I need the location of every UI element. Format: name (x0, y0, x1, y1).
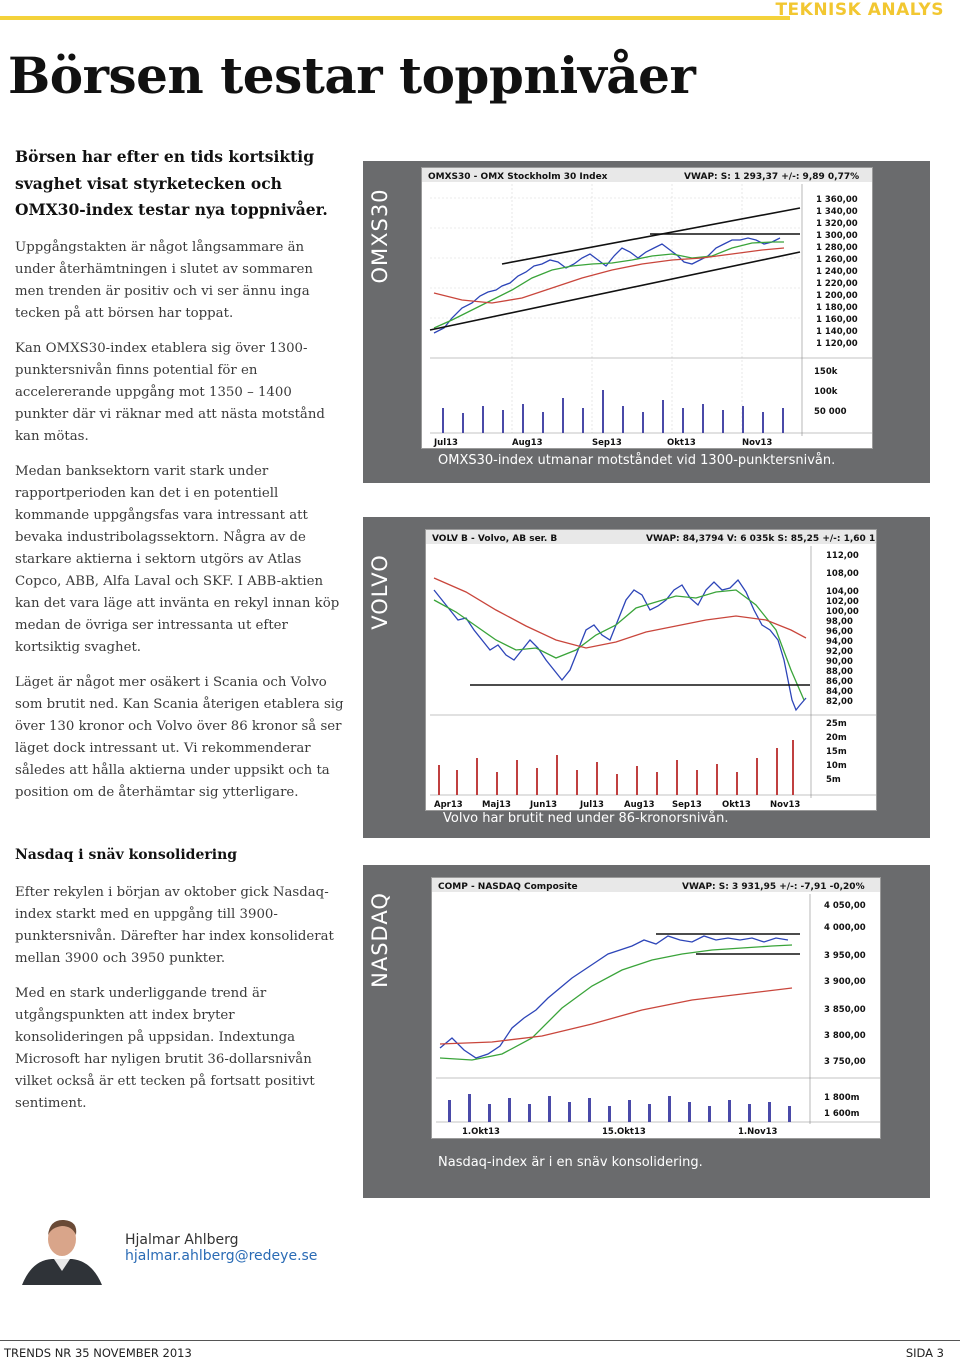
nasdaq-x-tick: 15.Okt13 (602, 1127, 646, 1137)
nasdaq-volume-bars (448, 1094, 791, 1122)
omxs30-chart-svg (422, 168, 872, 448)
article-paragraph-6: Med en stark underliggande trend är utgångspunkten att index bryter konsolideringen på uppsidan. Indextunga Microsoft har nyligen brutit 36-dollarsnivån vilket också är ett tecken på fortsatt positivt sentiment. (15, 985, 315, 1111)
omxs30-y-tick: 1 160,00 (816, 315, 858, 325)
volvo-y-tick: 100,00 (826, 607, 859, 617)
omxs30-chart-title: OMXS30 - OMX Stockholm 30 Index (428, 172, 608, 182)
article-paragraph-2: Kan OMXS30-index etablera sig över 1300-punktersnivån finns potential för en accelererande uppgång mot 1350 – 1400 punkter där vi räknar med att nästa motstånd kan mötas. (15, 340, 325, 444)
omxs30-chart-vwap: VWAP: S: 1 293,37 +/-: 9,89 0,77% (684, 172, 860, 182)
nasdaq-y-tick: 3 850,00 (824, 1005, 866, 1015)
footer-divider (0, 1340, 960, 1341)
article-paragraph-1: Uppgångstakten är något långsammare än under återhämtningen i slutet av sommaren men trenden är positiv och vi ser ännu inga tecken på att börsen har toppat. (15, 239, 313, 321)
omxs30-volume-bars (442, 390, 784, 433)
author-avatar (22, 1215, 102, 1285)
omxs30-chart-panel (363, 161, 930, 483)
nasdaq-y-tick: 4 050,00 (824, 901, 866, 911)
nasdaq-y-tick: 3 750,00 (824, 1057, 866, 1067)
volvo-y-tick: 92,00 (826, 647, 853, 657)
volvo-vol-tick: 25m (826, 719, 847, 729)
article-lead: Börsen har efter en tids kortsiktig svaghet visat styrketecken och OMX30-index testar nya toppnivåer. (15, 147, 328, 219)
volvo-y-tick: 108,00 (826, 569, 859, 579)
footer-publication: TRENDS NR 35 NOVEMBER 2013 (4, 1346, 192, 1360)
volvo-chart-vwap: VWAP: 84,3794 V: 6 035k S: 85,25 +/-: 1,60 1,91% (646, 534, 876, 544)
volvo-x-tick: Apr13 (434, 800, 463, 810)
article-paragraph-4: Läget är något mer osäkert i Scania och Volvo som brutit ned. Kan Scania återigen etablera sig över 130 kronor och Volvo över 86 kronor så ser läget dock intressant ut. Vi rekommenderar således att hålla aktierna under uppsikt och ta position om de återhämtar sig ytterligare. (15, 674, 344, 800)
omxs30-y-tick: 1 260,00 (816, 255, 858, 265)
omxs30-vol-tick: 100k (814, 387, 838, 397)
nasdaq-vol-tick: 1 800m (824, 1093, 860, 1103)
volvo-y-tick: 90,00 (826, 657, 853, 667)
omxs30-y-tick: 1 200,00 (816, 291, 858, 301)
volvo-chart-svg (426, 530, 876, 810)
volvo-chart-title: VOLV B - Volvo, AB ser. B (432, 534, 558, 544)
nasdaq-chart-panel (363, 865, 930, 1198)
nasdaq-chart-title: COMP - NASDAQ Composite (438, 882, 578, 892)
nasdaq-caption: Nasdaq-index är i en snäv konsolidering. (438, 1155, 703, 1170)
nasdaq-y-tick: 3 800,00 (824, 1031, 866, 1041)
page-title: Börsen testar toppnivåer (8, 46, 696, 105)
volvo-volume-bars (438, 740, 794, 795)
nasdaq-vol-tick: 1 600m (824, 1109, 860, 1119)
author-name: Hjalmar Ahlberg (125, 1232, 239, 1248)
author-block (125, 1232, 317, 1264)
volvo-price-line (434, 580, 806, 710)
volvo-x-tick: Aug13 (624, 800, 655, 810)
volvo-chart-panel (363, 517, 930, 838)
omxs30-chart (421, 167, 873, 449)
volvo-x-tick: Jun13 (530, 800, 558, 810)
omxs30-y-tick: 1 320,00 (816, 219, 858, 229)
volvo-caption: Volvo har brutit ned under 86-kronorsnivån. (443, 811, 729, 826)
omxs30-y-tick: 1 360,00 (816, 195, 858, 205)
omxs30-x-tick: Jul13 (434, 438, 458, 448)
volvo-x-tick: Jul13 (580, 800, 604, 810)
volvo-moving-average-long (434, 578, 806, 648)
section-label: TEKNISK ANALYS (775, 0, 944, 20)
nasdaq-chart-vwap: VWAP: S: 3 931,95 +/-: -7,91 -0,20% (682, 882, 865, 892)
article-paragraph-5: Efter rekylen i början av oktober gick Nasdaq-index starkt med en uppgång till 3900-punktersnivån. Därefter har index konsoliderat mellan 3900 och 3950 punkter. (15, 884, 334, 966)
omxs30-vol-tick: 150k (814, 367, 838, 377)
omxs30-y-tick: 1 140,00 (816, 327, 858, 337)
omxs30-y-tick: 1 180,00 (816, 303, 858, 313)
volvo-vol-tick: 20m (826, 733, 847, 743)
volvo-vol-tick: 5m (826, 775, 841, 785)
volvo-y-tick: 104,00 (826, 587, 859, 597)
omxs30-y-tick: 1 220,00 (816, 279, 858, 289)
volvo-y-tick: 102,00 (826, 597, 859, 607)
omxs30-y-tick: 1 240,00 (816, 267, 858, 277)
volvo-y-tick: 96,00 (826, 627, 853, 637)
volvo-y-tick: 82,00 (826, 697, 853, 707)
volvo-y-tick: 98,00 (826, 617, 853, 627)
omxs30-x-tick: Okt13 (667, 438, 696, 448)
volvo-x-tick: Sep13 (672, 800, 702, 810)
omxs30-y-tick: 1 300,00 (816, 231, 858, 241)
header-accent-bar (0, 16, 790, 20)
volvo-vol-tick: 10m (826, 761, 847, 771)
omxs30-x-tick: Aug13 (512, 438, 543, 448)
volvo-y-tick: 94,00 (826, 637, 853, 647)
volvo-x-tick: Maj13 (482, 800, 511, 810)
nasdaq-x-tick: 1.Okt13 (462, 1127, 500, 1137)
omxs30-y-tick: 1 280,00 (816, 243, 858, 253)
omxs30-caption: OMXS30-index utmanar motståndet vid 1300-punktersnivån. (438, 453, 836, 468)
omxs30-y-tick: 1 340,00 (816, 207, 858, 217)
omxs30-x-tick: Sep13 (592, 438, 622, 448)
volvo-x-tick: Nov13 (770, 800, 801, 810)
omxs30-y-tick: 1 120,00 (816, 339, 858, 349)
volvo-x-tick: Okt13 (722, 800, 751, 810)
footer-page-number: SIDA 3 (905, 1346, 944, 1360)
nasdaq-moving-average-short (440, 945, 792, 1060)
omxs30-x-tick: Nov13 (742, 438, 773, 448)
omxs30-moving-average-long (434, 248, 784, 303)
volvo-panel-label: VOLVO (368, 554, 392, 630)
nasdaq-y-tick: 3 900,00 (824, 977, 866, 987)
nasdaq-panel-label: NASDAQ (368, 892, 392, 988)
nasdaq-chart-svg (432, 878, 880, 1138)
omxs30-panel-label: OMXS30 (368, 188, 392, 284)
author-email-link[interactable]: hjalmar.ahlberg@redeye.se (125, 1248, 318, 1264)
article-subheading: Nasdaq i snäv konsolidering (15, 846, 238, 863)
nasdaq-chart (431, 877, 881, 1139)
volvo-y-tick: 84,00 (826, 687, 853, 697)
nasdaq-y-tick: 4 000,00 (824, 923, 866, 933)
volvo-vol-tick: 15m (826, 747, 847, 757)
article-paragraph-3: Medan banksektorn varit stark under rapportperioden kan det i en potentiell kommande uppgångsfas vara intressant att bevaka industribolagssektorn. Några av de starkare aktierna i sektorn utgörs av Atlas Copco, ABB, Alfa Laval och SKF. I ABB-aktien kan det vara läge att invänta en rekyl innan köp medan de övriga ser intressanta ut efter kortsiktig svaghet. (15, 463, 340, 655)
volvo-y-tick: 112,00 (826, 551, 859, 561)
omxs30-vol-tick: 50 000 (814, 407, 847, 417)
article-body (15, 144, 345, 1128)
nasdaq-moving-average-long (440, 988, 792, 1044)
volvo-y-tick: 88,00 (826, 667, 853, 677)
nasdaq-y-tick: 3 950,00 (824, 951, 866, 961)
volvo-y-tick: 86,00 (826, 677, 853, 687)
nasdaq-x-tick: 1.Nov13 (738, 1127, 778, 1137)
volvo-chart (425, 529, 877, 811)
omxs30-moving-average-short (434, 242, 784, 328)
